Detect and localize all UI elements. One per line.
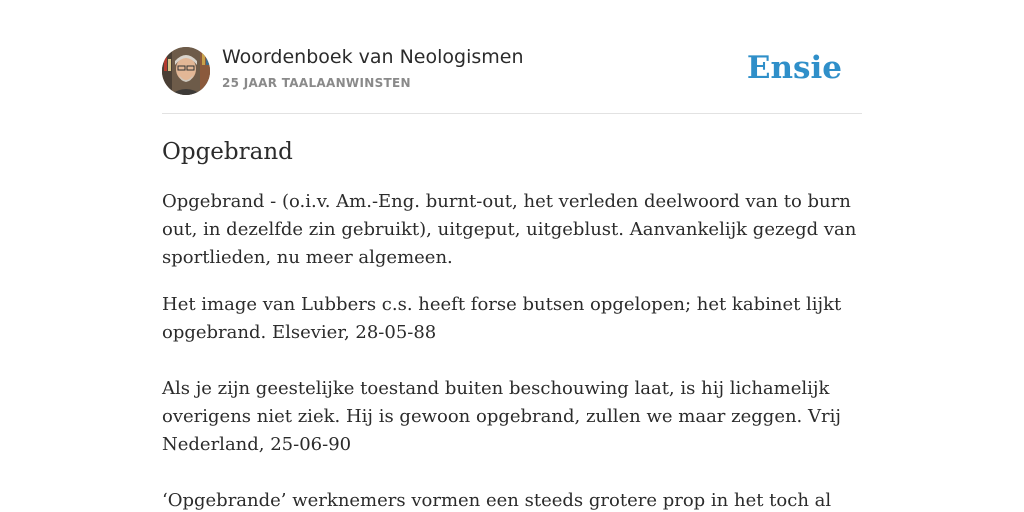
site-subtitle: 25 JAAR TAALAANWINSTEN <box>222 76 411 90</box>
author-portrait-icon <box>162 47 210 95</box>
site-title[interactable]: Woordenboek van Neologismen <box>222 46 524 68</box>
article-definition: Opgebrand - (o.i.v. Am.-Eng. burnt-out, het verleden deelwoord van to burn out, in dezelfde zin gebruikt), uitgeput, uitgeblust. Aanvankelijk gezegd van sportlieden, nu meer algemeen. <box>162 191 857 268</box>
article <box>162 136 862 512</box>
quote-paragraph: Als je zijn geestelijke toestand buiten beschouwing laat, is hij lichamelijk overigens niet ziek. Hij is gewoon opgebrand, zullen we maar zeggen. Vrij Nederland, 25-06-90 <box>162 378 841 455</box>
article-title: Opgebrand <box>162 139 293 165</box>
quote-paragraph: Het image van Lubbers c.s. heeft forse butsen opgelopen; het kabinet lijkt opgebrand. Elsevier, 28-05-88 <box>162 294 842 343</box>
header <box>162 46 862 114</box>
quote-paragraph: ‘Opgebrande’ werknemers vormen een steeds grotere prop in het toch al <box>162 490 832 511</box>
author-avatar[interactable] <box>162 47 210 95</box>
brand-logo[interactable]: Ensie <box>746 50 842 86</box>
